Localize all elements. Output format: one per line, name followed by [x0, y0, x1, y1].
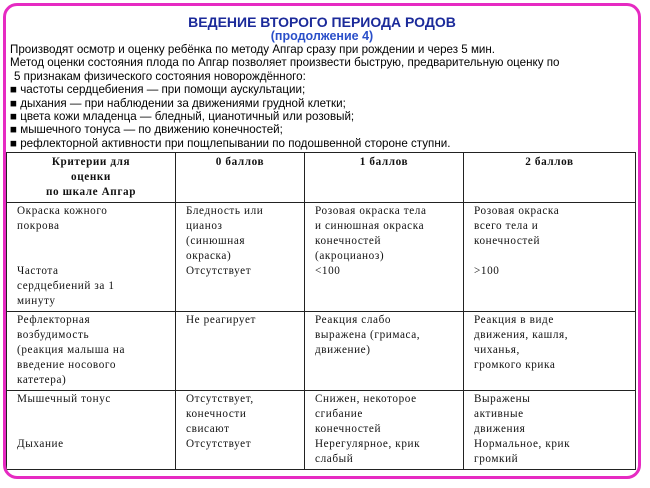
- bullet-heart-rate: ■ частоты сердцебиения — при помощи аускультации;: [10, 83, 306, 97]
- table-cell: [464, 391, 636, 470]
- cell-line: Реакция в виде: [474, 314, 554, 326]
- header-0-points: [176, 153, 305, 203]
- cell-line: конечности: [186, 408, 247, 420]
- table-row: [7, 312, 636, 391]
- table-cell: [7, 391, 176, 470]
- cell-line: Отсутствует: [186, 438, 252, 450]
- cell-line: конечностей: [315, 423, 382, 435]
- bullet-muscle-tone: ■ мышечного тонуса — по движению конечностей;: [10, 123, 283, 137]
- cell-line: всего тела и: [474, 220, 539, 232]
- cell-line: (акроцианоз): [315, 250, 385, 262]
- cell-line: цианоз: [186, 220, 223, 232]
- table-cell: [305, 203, 464, 312]
- cell-line: Окраска кожного: [17, 205, 108, 217]
- table-row: [7, 391, 636, 470]
- cell-line: Бледность или: [186, 205, 264, 217]
- table-cell: [305, 312, 464, 391]
- table-cell: [176, 203, 305, 312]
- table-cell: [176, 391, 305, 470]
- cell-line: введение носового: [17, 359, 117, 371]
- cell-line: Розовая окраска тела: [315, 205, 427, 217]
- cell-line: движения: [474, 423, 526, 435]
- cell-line: [474, 249, 631, 264]
- slide-title: ВЕДЕНИЕ ВТОРОГО ПЕРИОДА РОДОВ: [188, 14, 456, 30]
- cell-line: возбудимость: [17, 329, 90, 341]
- cell-line: сгибание: [315, 408, 363, 420]
- cell-line: покрова: [17, 220, 60, 232]
- apgar-table-wrapper: [6, 152, 638, 478]
- cell-line: Отсутствует: [186, 265, 252, 277]
- cell-line: Частота: [17, 265, 59, 277]
- header-2-points: [464, 153, 636, 203]
- apgar-table: [6, 152, 636, 470]
- table-cell: [464, 312, 636, 391]
- bullet-breathing: ■ дыхания — при наблюдении за движениями грудной клетки;: [10, 96, 346, 110]
- cell-line: громкий: [474, 453, 519, 465]
- cell-line: [17, 422, 171, 437]
- table-cell: [176, 312, 305, 391]
- bullet-skin-color: ■ цвета кожи младенца — бледный, цианотичный или розовый;: [10, 110, 355, 124]
- intro-paragraph: Метод оценки состояния плода по Апгар позволяет произвести быструю, предварительную оценку по: [10, 56, 560, 70]
- cell-line: Розовая окраска: [474, 205, 560, 217]
- cell-line: >100: [474, 265, 500, 277]
- bullet-reflex: ■ рефлекторной активности при пощлепывании по подошвенной стороне ступни.: [10, 136, 451, 150]
- cell-line: движения, кашля,: [474, 329, 569, 341]
- cell-line: Критерии для: [51, 156, 131, 168]
- cell-line: движение): [315, 344, 371, 356]
- table-cell: [305, 391, 464, 470]
- cell-line: выражена (гримаса,: [315, 329, 421, 341]
- cell-line: по шкале Апгар: [45, 186, 137, 198]
- slide-subtitle: (продолжение 4): [270, 29, 374, 43]
- cell-line: окраска): [186, 250, 232, 262]
- header-criteria: [7, 153, 176, 203]
- intro-paragraph: Производят осмотр и оценку ребёнка по методу Апгар сразу при рождении и через 5 мин.: [10, 43, 496, 56]
- cell-line: громкого крика: [474, 359, 556, 371]
- table-row: [7, 203, 636, 312]
- cell-line: <100: [315, 265, 341, 277]
- cell-line: оценки: [71, 171, 111, 183]
- cell-line: свисают: [186, 423, 230, 435]
- cell-line: и синюшная окраска: [315, 220, 425, 232]
- cell-line: (реакция малыша на: [17, 344, 126, 356]
- cell-line: Рефлекторная: [17, 314, 91, 326]
- cell-line: [17, 234, 171, 249]
- cell-line: 0 баллов: [215, 156, 265, 168]
- cell-line: чиханья,: [474, 344, 520, 356]
- cell-line: [17, 407, 171, 422]
- cell-line: 2 баллов: [525, 156, 574, 168]
- cell-line: сердцебиений за 1: [17, 280, 115, 292]
- cell-line: Мышечный тонус: [17, 393, 111, 405]
- cell-line: (синюшная: [186, 235, 246, 247]
- cell-line: Дыхание: [17, 438, 64, 450]
- cell-line: Снижен, некоторое: [315, 393, 417, 405]
- cell-line: активные: [474, 408, 524, 420]
- cell-line: конечностей: [474, 235, 541, 247]
- cell-line: Реакция слабо: [315, 314, 392, 326]
- cell-line: конечностей: [315, 235, 382, 247]
- cell-line: 1 баллов: [359, 156, 409, 168]
- table-cell: [7, 203, 176, 312]
- intro-text: [10, 43, 634, 150]
- cell-line: минуту: [17, 295, 56, 307]
- cell-line: Не реагирует: [186, 314, 257, 326]
- cell-line: [17, 249, 171, 264]
- table-header-row: [7, 153, 636, 203]
- cell-line: Нерегулярное, крик: [315, 438, 421, 450]
- slide-frame: [3, 3, 641, 479]
- header-1-point: [305, 153, 464, 203]
- cell-line: Выражены: [474, 393, 531, 405]
- cell-line: слабый: [315, 453, 354, 465]
- intro-paragraph: 5 признакам физического состояния новорождённого:: [14, 69, 306, 83]
- cell-line: Нормальное, крик: [474, 438, 571, 450]
- table-body: [7, 203, 636, 470]
- table-cell: [464, 203, 636, 312]
- table-cell: [7, 312, 176, 391]
- cell-line: Отсутствует,: [186, 393, 254, 405]
- cell-line: катетера): [17, 374, 67, 386]
